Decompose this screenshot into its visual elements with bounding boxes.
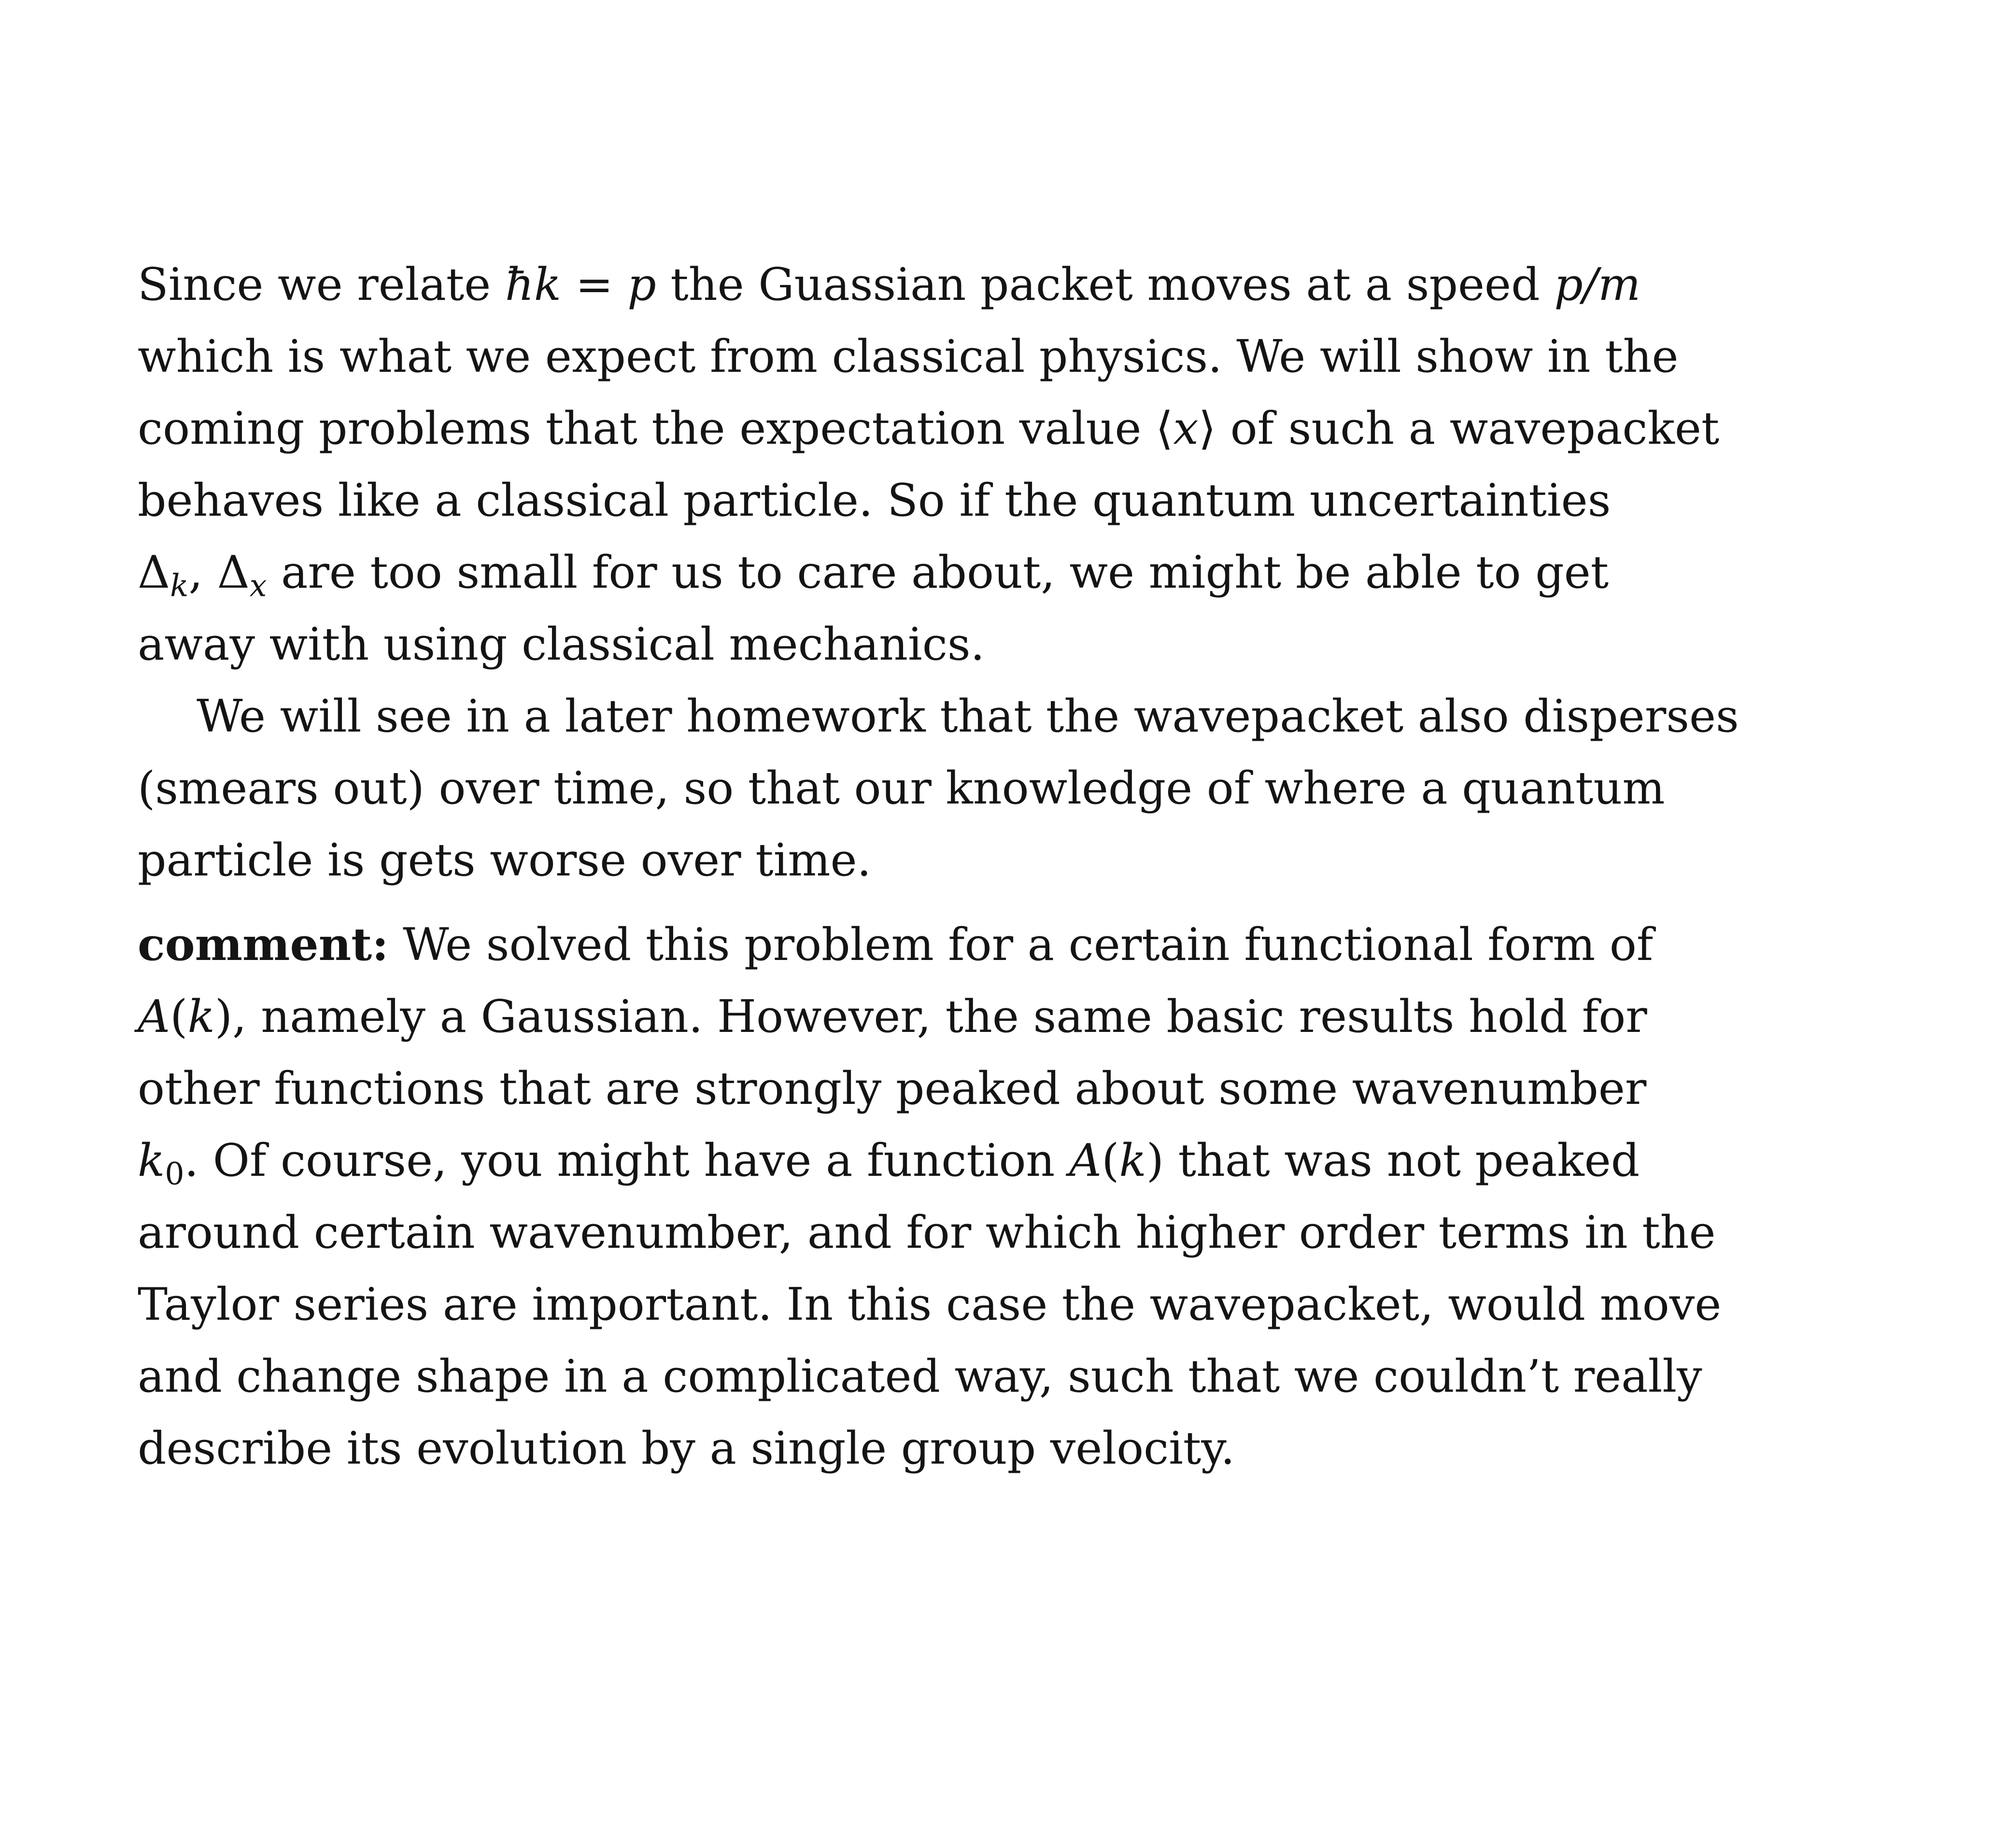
math-x: x (1173, 402, 1199, 454)
math-A: A (1069, 1134, 1102, 1186)
text-line: A(k), namely a Gaussian. However, the same basic results hold for (138, 990, 1647, 1043)
math-k: k (138, 1134, 165, 1186)
math-A: A (138, 990, 170, 1043)
math-equals: = (561, 258, 628, 310)
math-delta: Δ (138, 546, 170, 598)
text-line: (smears out) over time, so that our knowledge of where a quantum (138, 762, 1665, 814)
text-line: away with using classical mechanics. (138, 618, 985, 670)
math-subscript-x: x (249, 567, 267, 604)
math-k: k (187, 990, 215, 1043)
text-line: $\Delta_k$, $\Delta_x$ are too small for us to care about, we might be able to get (138, 546, 1609, 604)
text-line: describe its evolution by a single group velocity. (138, 1422, 1235, 1474)
text-line: Since we relate ħk = p the Guassian packet moves at a speed p/m (138, 258, 1641, 310)
text-line: coming problems that the expectation value ⟨x⟩ of such a wavepacket (138, 402, 1720, 454)
text-line: which is what we expect from classical physics. We will show in the (138, 330, 1679, 382)
math-subscript-k: k (170, 567, 189, 604)
math-subscript-0: 0 (165, 1156, 184, 1192)
math-p: p (627, 258, 656, 310)
paragraph-1 (138, 249, 1755, 680)
paragraph-2 (138, 680, 1755, 896)
text-line: Taylor series are important. In this case the wavepacket, would move (138, 1278, 1722, 1330)
text-line: We will see in a later homework that the wavepacket also disperses (197, 690, 1739, 742)
text-line: and change shape in a complicated way, such that we couldn’t really (138, 1350, 1702, 1402)
paragraph-spacer (138, 896, 1755, 908)
comment-label: comment: (138, 918, 389, 971)
math-rangle: ⟩ (1198, 402, 1216, 454)
math-hbar-k: ħk (505, 258, 562, 310)
text-line: particle is gets worse over time. (138, 834, 872, 886)
math-k: k (1119, 1134, 1146, 1186)
math-delta: Δ (217, 546, 250, 598)
comment-paragraph (138, 908, 1755, 1484)
text-line: comment: We solved this problem for a certain functional form of (138, 918, 1654, 971)
text-line: k0. Of course, you might have a function A(k) that was not peaked (138, 1134, 1640, 1192)
text-line: behaves like a classical particle. So if the quantum uncertainties (138, 474, 1611, 526)
text-line: other functions that are strongly peaked about some wavenumber (138, 1062, 1647, 1114)
math-p-over-m: p/m (1554, 258, 1641, 310)
math-langle: ⟨ (1156, 402, 1174, 454)
text-line: around certain wavenumber, and for which higher order terms in the (138, 1206, 1716, 1258)
document-page (138, 249, 1755, 1484)
